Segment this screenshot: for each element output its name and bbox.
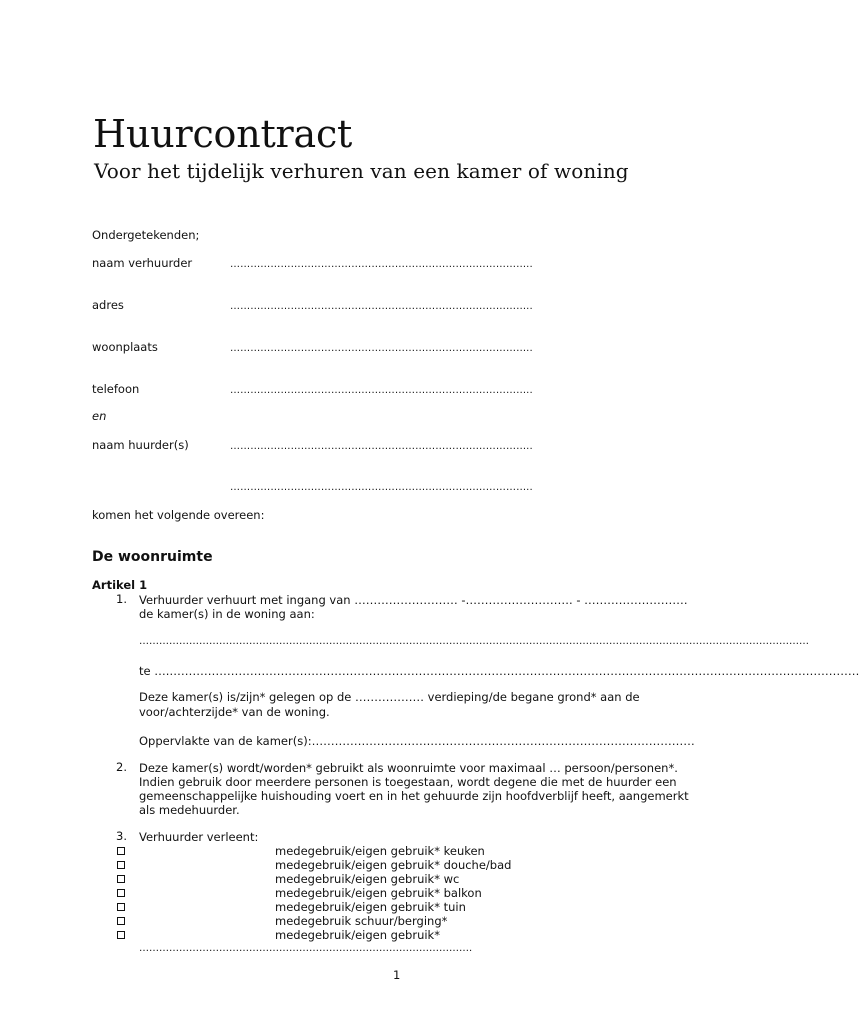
toilet-checkbox[interactable]: [117, 875, 125, 883]
document-subtitle: Voor het tijdelijk verhuren van een kamer of woning: [94, 159, 629, 183]
section-heading: De woonruimte: [92, 549, 213, 565]
page-number: 1: [393, 968, 401, 982]
tenant-name-label: naam huurder(s): [92, 438, 189, 452]
kitchen-option-label: medegebruik/eigen gebruik* keuken: [275, 844, 485, 858]
rooms-in-house-line: de kamer(s) in de woning aan:: [139, 607, 315, 621]
balcony-option-label: medegebruik/eigen gebruik* balkon: [275, 886, 482, 900]
toilet-option-label: medegebruik/eigen gebruik* wc: [275, 872, 460, 886]
document-title: Huurcontract: [93, 112, 353, 156]
address-label: adres: [92, 298, 124, 312]
floor-location-line-2: voor/achterzijde* van de woning.: [139, 705, 330, 719]
item-number-2: 2.: [116, 760, 127, 774]
parties-intro: Ondergetekenden;: [92, 228, 200, 242]
floor-location-line-1[interactable]: Deze kamer(s) is/zijn* gelegen op de ……………… verdieping/de begane grond* aan de: [139, 690, 640, 704]
max-occupancy-line[interactable]: Deze kamer(s) wordt/worden* gebruikt als woonruimte voor maximaal … persoon/personen*.: [139, 761, 678, 775]
cohabitant-line-1: Indien gebruik door meerdere personen is toegestaan, wordt degene die met de huurder een: [139, 775, 677, 789]
garden-option-label: medegebruik/eigen gebruik* tuin: [275, 900, 466, 914]
address-field[interactable]: ……………………………………….……………………………………..: [230, 301, 533, 312]
residence-field[interactable]: ……………………………………….……………………………………..: [230, 343, 533, 354]
cohabitant-line-3: als medehuurder.: [139, 803, 240, 817]
tenant-name-field-2[interactable]: ……………………………………….……………………………………..: [230, 482, 533, 493]
item-number-1: 1.: [116, 592, 127, 606]
other-use-checkbox[interactable]: [117, 931, 125, 939]
shower-bath-option-label: medegebruik/eigen gebruik* douche/bad: [275, 858, 512, 872]
garden-checkbox[interactable]: [117, 903, 125, 911]
tenant-name-field-1[interactable]: ……………………………………….……………………………………..: [230, 441, 533, 452]
room-area-line[interactable]: Oppervlakte van de kamer(s):………………………….……………………………………………………………: [139, 734, 695, 748]
shed-storage-option-label: medegebruik schuur/berging*: [275, 914, 448, 928]
balcony-checkbox[interactable]: [117, 889, 125, 897]
other-use-option-label: medegebruik/eigen gebruik*: [275, 928, 440, 942]
landlord-grants-intro: Verhuurder verleent:: [139, 830, 259, 844]
agreement-intro: komen het volgende overeen:: [92, 508, 265, 522]
other-use-dotline[interactable]: ……………………………………………………………………………………….: [139, 943, 473, 954]
shed-storage-checkbox[interactable]: [117, 917, 125, 925]
item-number-3: 3.: [116, 829, 127, 843]
te-dotline[interactable]: te ….………………………………………………………………………………………………………………………………………………………………: [139, 664, 859, 678]
phone-field[interactable]: ……………………………………….……………………………………..: [230, 385, 533, 396]
landlord-name-label: naam verhuurder: [92, 256, 193, 270]
residence-label: woonplaats: [92, 340, 158, 354]
phone-label: telefoon: [92, 382, 140, 396]
landlord-name-field[interactable]: ……………………………………….……………………………………..: [230, 259, 533, 270]
rent-start-line[interactable]: Verhuurder verhuurt met ingang van ……………………… -………………………. - ………………………: [139, 593, 688, 607]
connector-en: en: [92, 409, 107, 423]
kitchen-checkbox[interactable]: [117, 847, 125, 855]
article-heading: Artikel 1: [92, 578, 148, 592]
room-address-dotline[interactable]: …………………………………………………………………………………………………………………………………………………………………………………: [139, 636, 809, 647]
shower-bath-checkbox[interactable]: [117, 861, 125, 869]
cohabitant-line-2: gemeenschappelijke huishouding voert en in het gehuurde zijn hoofdverblijf heeft, aangemerkt: [139, 789, 689, 803]
